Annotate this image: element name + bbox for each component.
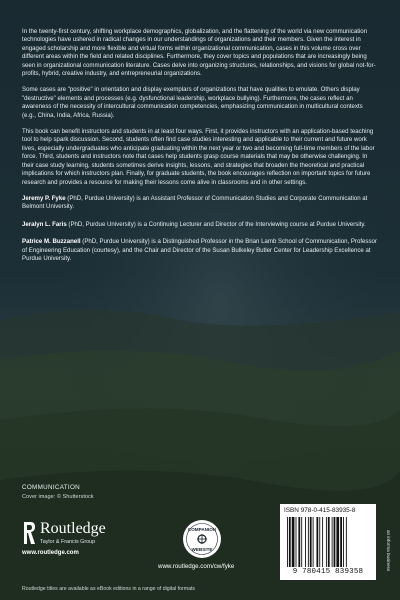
- barcode-icon: [286, 517, 370, 567]
- author-bio-text: (PhD, Purdue University) is a Continuing Lecturer and Director of the Interviewing course at Purdue University.: [66, 220, 366, 228]
- cover-image-credit: Cover image: © Shutterstock: [22, 494, 94, 500]
- author-bio-text: (PhD, Purdue University) is an Assistant Professor of Communication Studies and Corporate Communication at Belmont University.: [22, 194, 368, 211]
- companion-badge-top: COMPANION: [187, 527, 217, 532]
- isbn-digits: 9 780415 839358: [292, 568, 364, 576]
- blurb-paragraph-2: Some cases are "positive" in orientation and display exemplars of organizations that have qualities to emulate. Others display "destructive" elements and processes (e.g. dysfunctional leadership, workplace bullying). Furthermore, the cases reflect an awareness of the necessity of intercultural communication competencies, emphasizing communication in multicultural contexts (e.g., China, India, Africa, Russia).: [22, 86, 363, 119]
- isbn-barcode-box: [280, 504, 376, 580]
- ebook-note: Routledge titles are available as eBook editions in a range of digital formats: [22, 586, 196, 592]
- routledge-logo-icon: [22, 520, 36, 546]
- blurb-paragraph-1: In the twenty-first century, shifting workplace demographics, globalization, and the flattening of the world via new communication technologies have ushered in radical changes in our understandings of organizations and their members. Given the interest in engaged scholarship and more flexible and virtual forms within organizational communication, cases in this volume cross over different areas within the field and related disciplines. Furthermore, they cover topics and populations that are increasingly being seen in organizational communication literature. Cases delve into organizing structures, relationships, and visions for global not-for-profits, hybrid, creative industry, and entrepreneurial organizations.: [22, 28, 376, 78]
- side-imprint: [384, 530, 392, 590]
- side-imprint-text: an informa business: [386, 530, 391, 572]
- blurb: [22, 28, 378, 272]
- author-name: Patrice M. Buzzanell: [22, 238, 81, 246]
- publisher-logo: [22, 516, 132, 558]
- blurb-paragraph-3: This book can benefit instructors and students in at least four ways. First, it provides instructors with an application-based teaching tool to help spark discussion. Second, students often find case studies interesting and applicable to their current and future work lives, especially undergraduates who anticipate graduating within the next year or two and becoming full-time members of the labor force. Third, students and instructors note that cases help students grasp course materials that may be otherwise challenging. In their case study learning, students sometimes derive insights, lessons, and strategies that broaden the theoretical and practical implications for which instructors plan. Finally, for graduate students, the book encourages reflection on important topics for future research and provides a resource for making their lessons come alive in classrooms and in other settings.: [22, 128, 375, 186]
- publisher-url[interactable]: www.routledge.com: [22, 550, 79, 556]
- author-bio: [22, 238, 378, 263]
- author-name: Jeralyn L. Faris: [22, 220, 67, 228]
- publisher-group: Taylor & Francis Group: [40, 539, 96, 545]
- companion-badge-bottom: WEBSITE: [191, 547, 213, 552]
- publisher-name: Routledge: [40, 520, 106, 537]
- author-name: Jeremy P. Fyke: [22, 194, 66, 202]
- author-bio: [22, 195, 378, 212]
- author-bio-text: (PhD, Purdue University) is a Distinguished Professor in the Brian Lamb School of Communication, Professor of Engineering Education (courtesy), and the Chair and Director of the Susan Bulkeley Butler Center for Leadership Excellence at Purdue University.: [22, 238, 377, 262]
- subject-category: COMMUNICATION: [22, 484, 81, 491]
- isbn-label: ISBN 978-0-415-83935-8: [284, 507, 356, 514]
- companion-website-url[interactable]: www.routledge.com/cw/fyke: [158, 563, 235, 570]
- companion-website-badge-icon: [182, 519, 222, 559]
- author-bio: [22, 221, 378, 229]
